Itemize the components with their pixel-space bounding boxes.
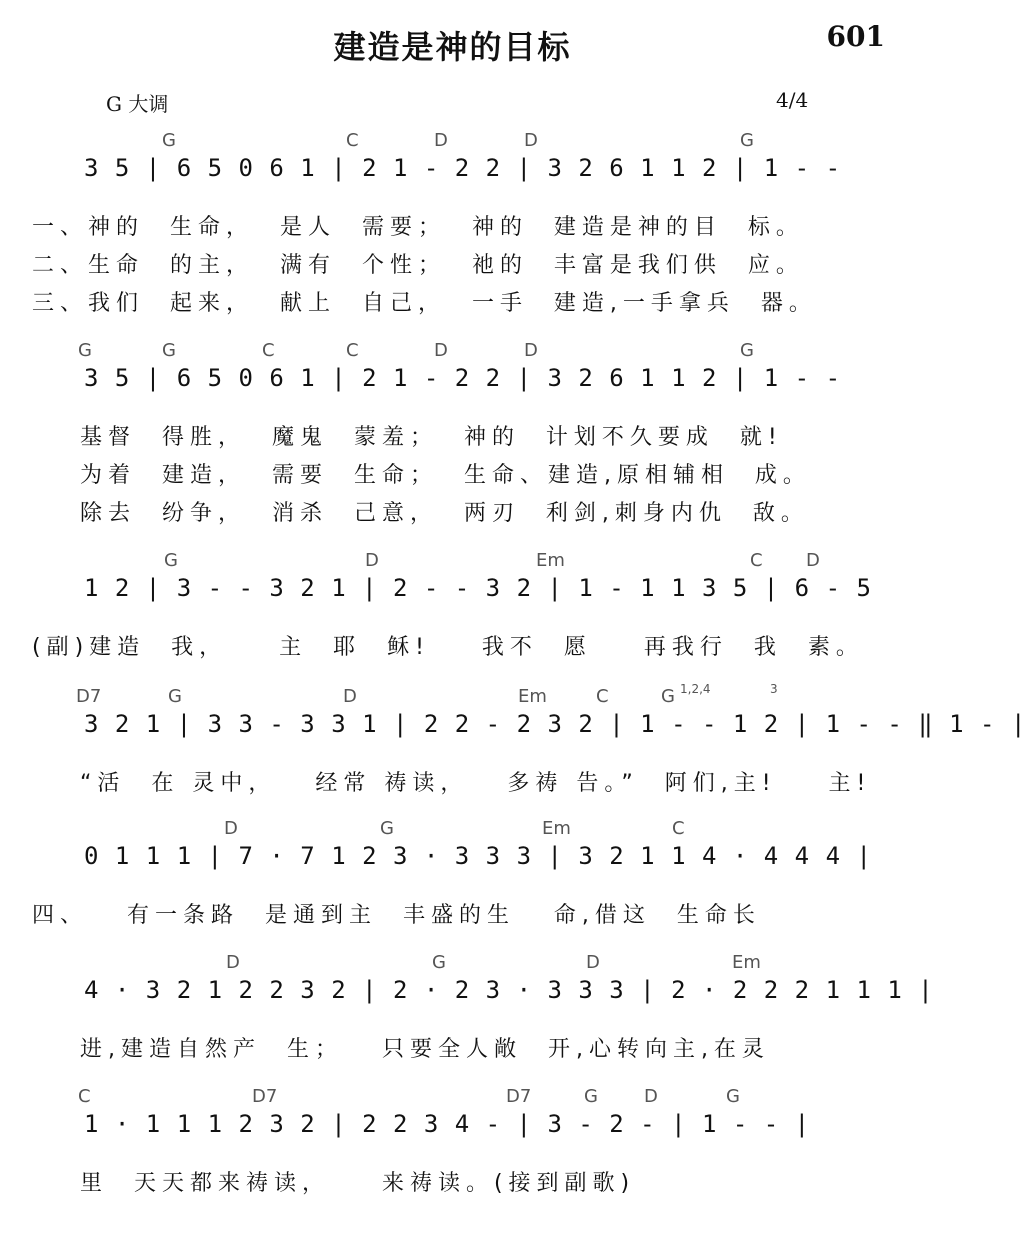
chord-label: G [78, 340, 92, 361]
note-line: 3 5 | 6 5 0 6 1 | 2 1 - 2 2 | 3 2 6 1 1 2 | 1 - - [84, 364, 842, 392]
lyric-line: 一、神的 生命， 是人 需要； 神的 建造是神的目 标。 [32, 215, 804, 240]
chord-label: G [380, 818, 394, 839]
chord-label: D [806, 550, 820, 571]
lyric-line: (副)建造 我， 主 耶 稣! 我不 愿 再我行 我 素。 [32, 635, 864, 660]
key-signature: G 大调 [106, 92, 169, 116]
note-line: 4 · 3 2 1 2 2 3 2 | 2 · 2 3 · 3 3 3 | 2 · 2 2 2 1 1 1 | [84, 976, 934, 1004]
note-line: 1 2 | 3 - - 3 2 1 | 2 - - 3 2 | 1 - 1 1 3 5 | 6 - 5 [84, 574, 872, 602]
chord-label: C [596, 686, 609, 707]
chord-label: C [346, 130, 359, 151]
lyric-line: “活 在 灵中， 经常 祷读， 多祷 告。” 阿们,主! 主! [80, 771, 872, 796]
lyric-line: 四、 有一条路 是通到主 丰盛的生 命,借这 生命长 [32, 903, 761, 928]
song-title: 建造是神的目标 [333, 28, 572, 66]
chord-label: D [434, 340, 448, 361]
chord-label: Em [542, 818, 571, 839]
lyric-line: 进,建造自然产 生； 只要全人敞 开,心转向主,在灵 [80, 1037, 770, 1062]
chord-label: G [162, 130, 176, 151]
chord-label: D [524, 340, 538, 361]
chord-label: D [226, 952, 240, 973]
lyric-line: 基督 得胜， 魔鬼 蒙羞； 神的 计划不久要成 就! [80, 425, 783, 450]
chord-label: D [524, 130, 538, 151]
chord-label: C [750, 550, 763, 571]
hymn-number: 601 [826, 20, 885, 53]
time-signature: 4/4 [776, 88, 809, 112]
chord-label: D [365, 550, 379, 571]
volta-bracket-label: 3 [770, 682, 778, 696]
lyric-line: 除去 纷争， 消杀 己意， 两刃 利剑,刺身内仇 敌。 [80, 501, 809, 526]
chord-label: D [224, 818, 238, 839]
chord-label: G [740, 130, 754, 151]
lyric-line: 里 天天都来祷读， 来祷读。(接到副歌) [80, 1171, 636, 1196]
chord-label: G [726, 1086, 740, 1107]
chord-label: Em [536, 550, 565, 571]
chord-label: C [78, 1086, 91, 1107]
chord-label: G [584, 1086, 598, 1107]
chord-label: D [343, 686, 357, 707]
lyric-line: 三、我们 起来， 献上 自己， 一手 建造,一手拿兵 器。 [32, 291, 817, 316]
chord-label: C [346, 340, 359, 361]
chord-label: D7 [76, 686, 102, 707]
note-line: 0 1 1 1 | 7 · 7 1 2 3 · 3 3 3 | 3 2 1 1 4 · 4 4 4 | [84, 842, 872, 870]
volta-bracket-label: 1,2,4 [680, 682, 711, 696]
note-line: 3 2 1 | 3 3 - 3 3 1 | 2 2 - 2 3 2 | 1 - - 1 2 | 1 - - ‖ 1 - | [84, 710, 1026, 738]
chord-label: G [164, 550, 178, 571]
lyric-line: 二、生命 的主， 满有 个性； 祂的 丰富是我们供 应。 [32, 253, 804, 278]
chord-label: D7 [506, 1086, 532, 1107]
note-line: 3 5 | 6 5 0 6 1 | 2 1 - 2 2 | 3 2 6 1 1 2 | 1 - - [84, 154, 842, 182]
chord-label: Em [518, 686, 547, 707]
chord-label: G [740, 340, 754, 361]
chord-label: D [644, 1086, 658, 1107]
chord-label: G [661, 686, 675, 707]
chord-label: G [432, 952, 446, 973]
chord-label: G [168, 686, 182, 707]
lyric-line: 为着 建造， 需要 生命； 生命、建造,原相辅相 成。 [80, 463, 811, 488]
chord-label: D [586, 952, 600, 973]
chord-label: C [262, 340, 275, 361]
chord-label: D [434, 130, 448, 151]
chord-label: D7 [252, 1086, 278, 1107]
chord-label: Em [732, 952, 761, 973]
chord-label: C [672, 818, 685, 839]
chord-label: G [162, 340, 176, 361]
note-line: 1 · 1 1 1 2 3 2 | 2 2 3 4 - | 3 - 2 - | 1 - - | [84, 1110, 811, 1138]
